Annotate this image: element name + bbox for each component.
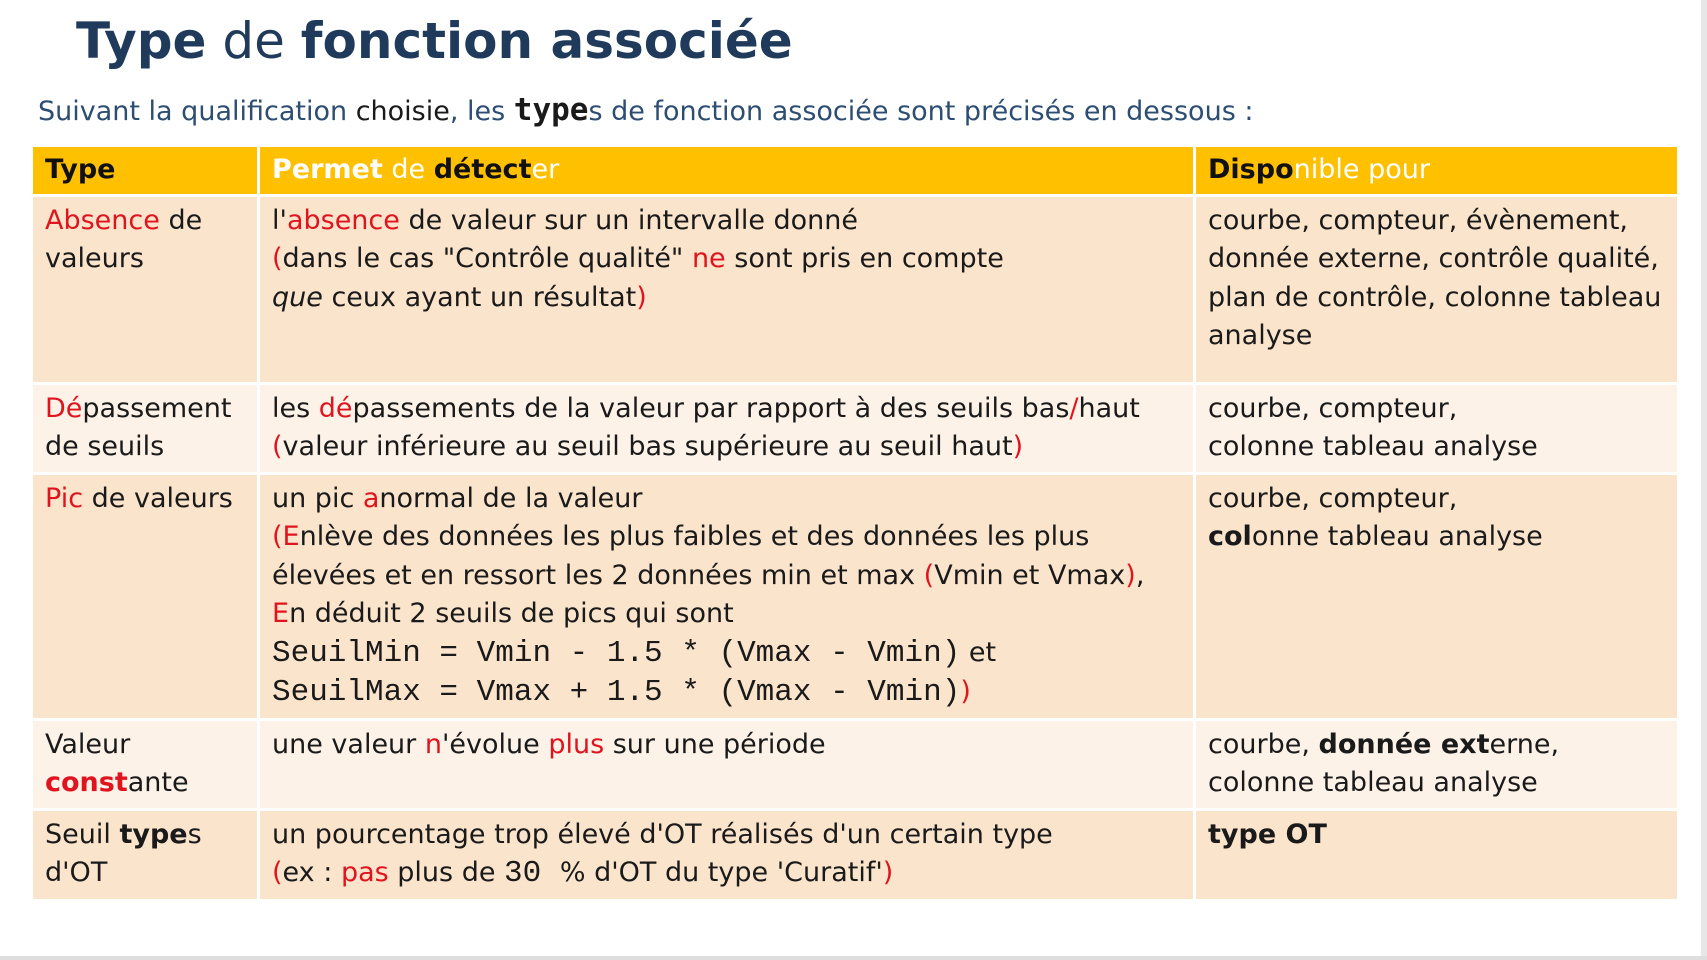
table-row — [32, 383, 1679, 473]
header-type: Type — [32, 146, 259, 196]
header-available: Disponible pour — [1195, 146, 1679, 196]
table-row — [32, 719, 1679, 809]
row-desc-cell: un pourcentage trop élevé d'OT réalisés d'un certain type (ex : pas plus de 30 % d'OT du type 'Curatif') — [259, 809, 1195, 900]
row-avail-cell: courbe, compteur, évènement, donnée externe, contrôle qualité, plan de contrôle, colonne tableau analyse — [1195, 195, 1679, 383]
table-row — [32, 809, 1679, 900]
row-desc-cell: l'absence de valeur sur un intervalle donné (dans le cas "Contrôle qualité" ne sont pris en compte que ceux ayant un résultat) — [259, 195, 1195, 383]
header-detect: Permet de détecter — [259, 146, 1195, 196]
table-header-row — [32, 146, 1679, 196]
table-row — [32, 195, 1679, 383]
row-avail-cell: courbe, compteur, colonne tableau analyse — [1195, 473, 1679, 719]
row-type-cell: Dépassement de seuils — [32, 383, 259, 473]
row-avail-cell: courbe, compteur, colonne tableau analyse — [1195, 383, 1679, 473]
page-title: Type de fonction associée — [76, 12, 793, 70]
slide-bottom-border — [0, 956, 1707, 960]
row-type-cell: Absence de valeurs — [32, 195, 259, 383]
row-desc-cell: une valeur n'évolue plus sur une période — [259, 719, 1195, 809]
row-desc-cell: les dépassements de la valeur par rapport à des seuils bas/haut (valeur inférieure au seuil bas supérieure au seuil haut) — [259, 383, 1195, 473]
row-desc-cell: un pic anormal de la valeur (Enlève des données les plus faibles et des données les plus élevées et en ressort les 2 données min et max (Vmin et Vmax), En déduit 2 seuils de pics qui sont SeuilMin = Vmin - 1.5 * (Vmax - Vmin) et SeuilMax = Vmax + 1.5 * (Vmax - Vmin)) — [259, 473, 1195, 719]
slide-right-border — [1701, 0, 1707, 960]
row-avail-cell: type OT — [1195, 809, 1679, 900]
row-type-cell: Seuil types d'OT — [32, 809, 259, 900]
subtitle: Suivant la qualification choisie, les types de fonction associée sont précisés en dessous : — [38, 92, 1254, 128]
table-row — [32, 473, 1679, 719]
row-type-cell: Valeur constante — [32, 719, 259, 809]
function-types-table — [30, 144, 1680, 902]
row-type-cell: Pic de valeurs — [32, 473, 259, 719]
row-avail-cell: courbe, donnée externe, colonne tableau analyse — [1195, 719, 1679, 809]
